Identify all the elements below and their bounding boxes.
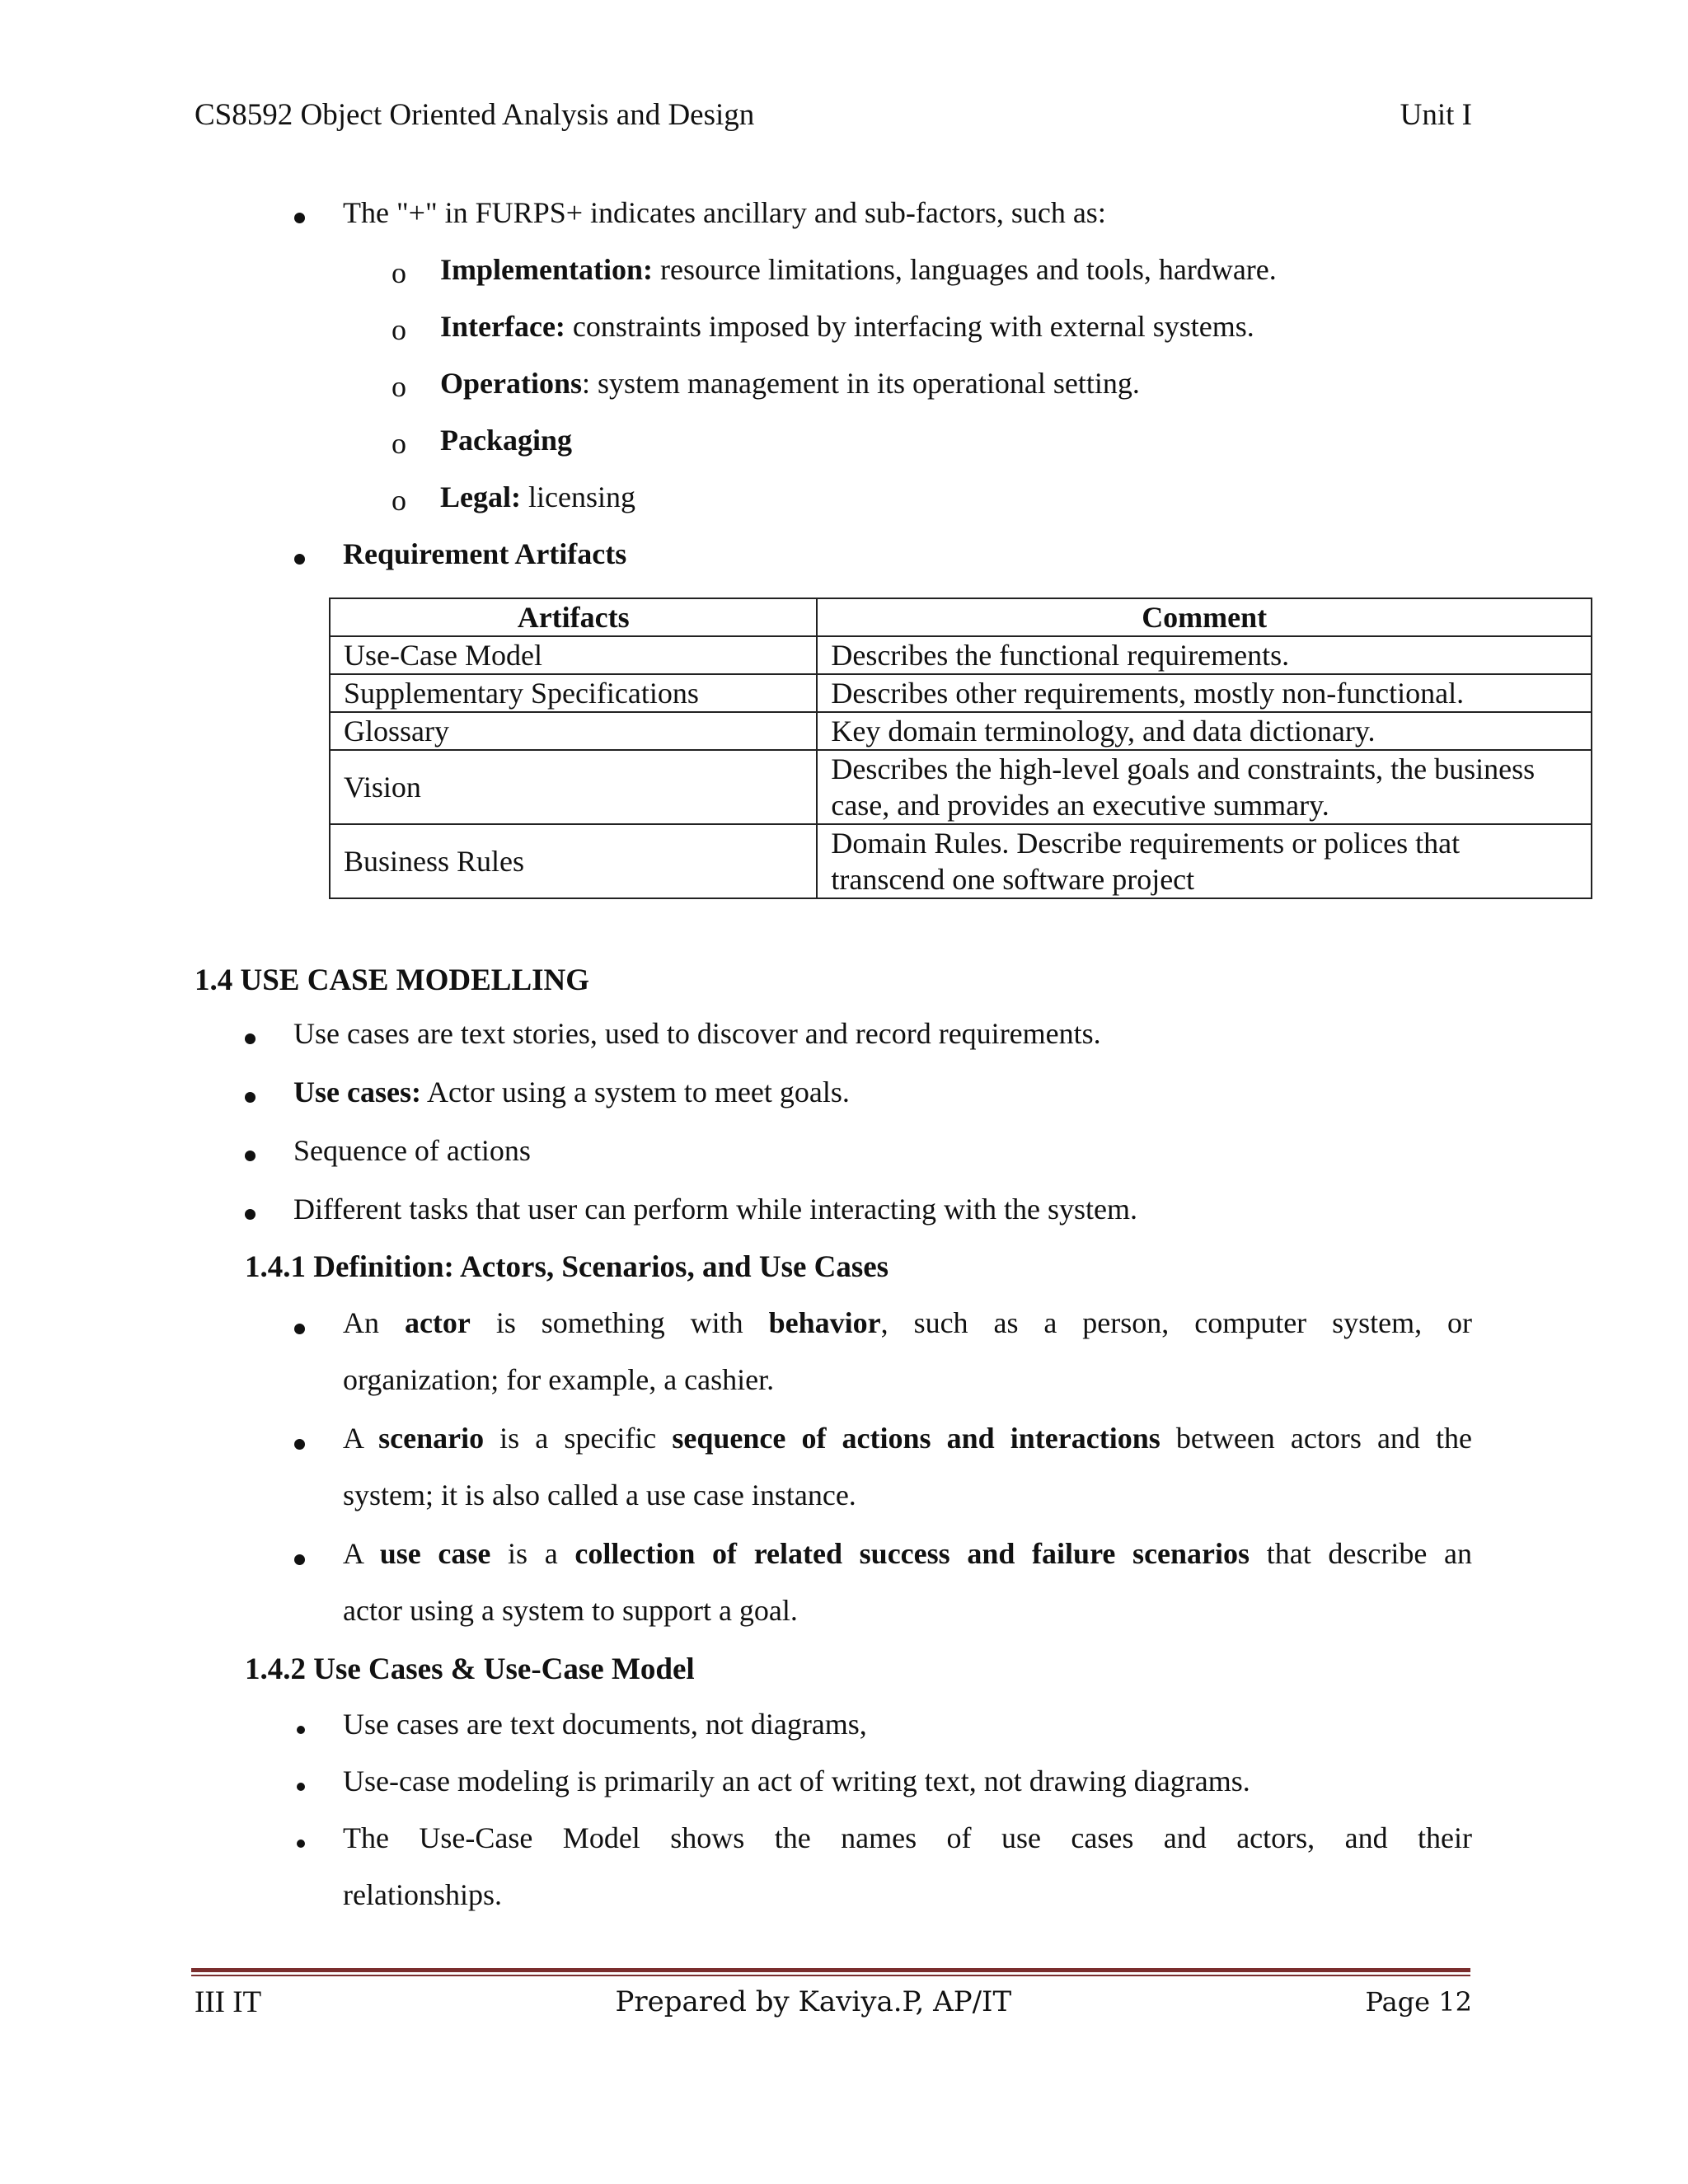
artifact-name: Supplementary Specifications — [330, 674, 817, 712]
artifact-comment: Describes the functional requirements. — [817, 636, 1592, 674]
table-row — [330, 824, 1592, 898]
footer-divider — [191, 1968, 1470, 1972]
furps-desc: licensing — [520, 480, 635, 513]
furps-term: Implementation: — [440, 253, 653, 286]
table-row — [330, 712, 1592, 750]
furps-term: Packaging — [440, 424, 573, 457]
circle-bullet-icon: o — [392, 370, 406, 403]
list-item — [293, 1134, 531, 1168]
artifacts-table — [329, 598, 1592, 899]
text-run: that describe an — [1250, 1537, 1472, 1570]
subsection-title: 1.4.2 Use Cases & Use-Case Model — [245, 1652, 695, 1686]
term-bold: sequence of actions and interactions — [672, 1422, 1160, 1455]
text-run: is something with — [470, 1306, 769, 1339]
circle-bullet-icon: o — [392, 313, 406, 346]
bullet-icon — [245, 1033, 256, 1044]
artifacts-heading-text: Requirement Artifacts — [343, 537, 627, 570]
footer-class: III IT — [195, 1985, 262, 2019]
bullet-icon — [245, 1209, 256, 1220]
list-item: Use-case modeling is primarily an act of writing text, not drawing diagrams. — [343, 1765, 1250, 1797]
page-footer — [195, 1981, 1472, 2022]
circle-bullet-icon: o — [392, 256, 406, 289]
list-item — [293, 1017, 1101, 1051]
subsection-title: 1.4.1 Definition: Actors, Scenarios, and Use Cases — [245, 1250, 889, 1284]
bullet-icon — [297, 1726, 305, 1734]
circle-bullet-icon: o — [392, 427, 406, 460]
furps-item — [440, 480, 635, 514]
column-header: Artifacts — [330, 598, 817, 636]
text-run: between actors and the — [1160, 1422, 1472, 1455]
table-row — [330, 750, 1592, 824]
furps-item — [440, 253, 1277, 287]
definition-actor-line1 — [343, 1306, 1472, 1340]
unit-label: Unit I — [1400, 98, 1472, 132]
furps-desc: resource limitations, languages and tools, hardware. — [652, 253, 1277, 286]
furps-item — [440, 424, 572, 457]
list-item — [293, 1076, 850, 1109]
artifact-comment: Key domain terminology, and data dictionary. — [817, 712, 1592, 750]
course-title: CS8592 Object Oriented Analysis and Design — [195, 98, 755, 132]
list-item-text: Different tasks that user can perform while interacting with the system. — [293, 1193, 1138, 1226]
definition-actor-line2: organization; for example, a cashier. — [343, 1363, 775, 1396]
furps-item — [440, 310, 1254, 344]
list-item-bold: Use cases: — [293, 1076, 421, 1108]
list-item-line1: The Use-Case Model shows the names of use cases and actors, and their — [343, 1821, 1472, 1854]
text-run: An — [343, 1306, 405, 1339]
text-run: A — [343, 1422, 379, 1455]
table-header-row — [330, 598, 1592, 636]
bullet-icon — [245, 1151, 256, 1161]
bullet-icon — [294, 213, 305, 223]
list-item-text: Actor using a system to meet goals. — [420, 1076, 850, 1108]
text-run: is a — [490, 1537, 575, 1570]
furps-term: Operations — [440, 367, 583, 400]
furps-intro: The "+" in FURPS+ indicates ancillary and sub-factors, such as: — [343, 196, 1106, 229]
list-item: Use cases are text documents, not diagrams, — [343, 1708, 867, 1741]
table-row — [330, 674, 1592, 712]
list-item-text: Use cases are text stories, used to discover and record requirements. — [293, 1017, 1101, 1050]
furps-item — [440, 367, 1140, 401]
list-item — [293, 1193, 1137, 1226]
bullet-icon — [294, 1554, 305, 1565]
circle-bullet-icon: o — [392, 484, 406, 517]
artifacts-heading — [343, 537, 626, 571]
artifact-comment: Domain Rules. Describe requirements or polices that transcend one software project — [817, 824, 1592, 898]
text-run: , such as a person, computer system, or — [880, 1306, 1473, 1339]
column-header: Comment — [817, 598, 1592, 636]
artifact-comment: Describes the high-level goals and constraints, the business case, and provides an executive summary. — [817, 750, 1592, 824]
page-header — [195, 97, 1472, 137]
furps-term: Legal: — [440, 480, 521, 513]
artifact-comment: Describes other requirements, mostly non-functional. — [817, 674, 1592, 712]
definition-scenario-line1 — [343, 1422, 1472, 1455]
term-bold: actor — [404, 1306, 471, 1339]
bullet-icon — [294, 1324, 305, 1334]
artifact-name: Use-Case Model — [330, 636, 817, 674]
section-title: 1.4 USE CASE MODELLING — [195, 963, 590, 997]
term-bold: behavior — [768, 1306, 881, 1339]
bullet-icon — [294, 554, 305, 565]
list-item-text: Sequence of actions — [293, 1134, 531, 1167]
text-run: A — [343, 1537, 380, 1570]
table-row — [330, 636, 1592, 674]
furps-term: Interface: — [440, 310, 565, 343]
footer-author: Prepared by Kaviya.P, AP/IT — [615, 1985, 1012, 2018]
definition-scenario-line2: system; it is also called a use case instance. — [343, 1479, 856, 1511]
term-bold: use case — [379, 1537, 491, 1570]
artifact-name: Vision — [330, 750, 817, 824]
bullet-icon — [294, 1439, 305, 1450]
page-number: Page 12 — [1365, 1986, 1472, 2018]
list-item-line2: relationships. — [343, 1878, 502, 1911]
furps-desc: : system management in its operational setting. — [582, 367, 1140, 400]
artifact-name: Business Rules — [330, 824, 817, 898]
footer-divider-thin — [191, 1975, 1470, 1976]
artifact-name: Glossary — [330, 712, 817, 750]
term-bold: collection of related success and failure scenarios — [574, 1537, 1250, 1570]
bullet-icon — [245, 1092, 256, 1103]
definition-usecase-line2: actor using a system to support a goal. — [343, 1594, 798, 1627]
bullet-icon — [297, 1840, 305, 1848]
furps-desc: constraints imposed by interfacing with external systems. — [565, 310, 1254, 343]
definition-usecase-line1 — [343, 1537, 1472, 1571]
term-bold: scenario — [378, 1422, 485, 1455]
bullet-icon — [297, 1783, 305, 1791]
text-run: is a specific — [484, 1422, 673, 1455]
